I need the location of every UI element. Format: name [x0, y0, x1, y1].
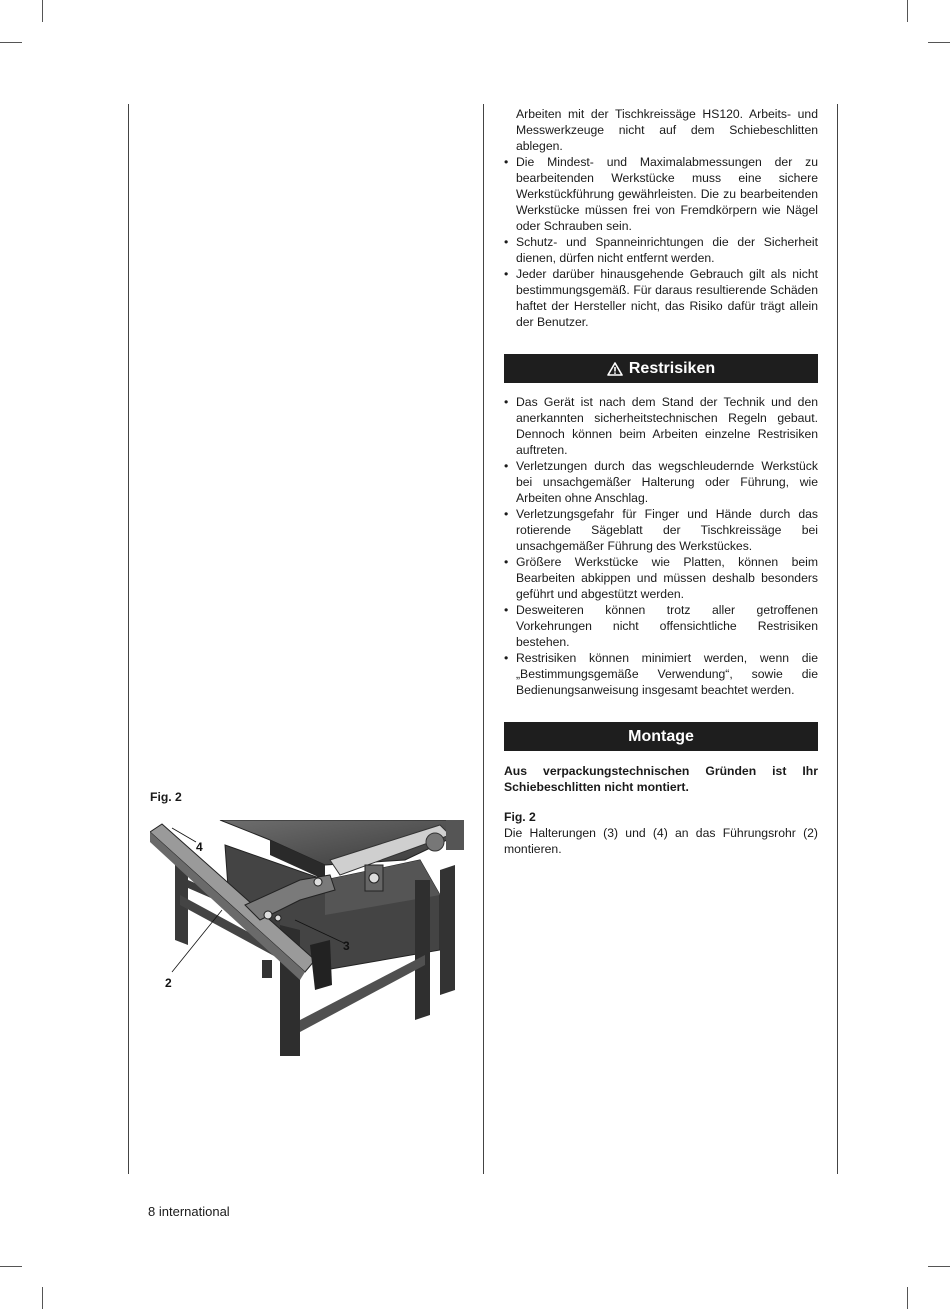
crop-mark: [42, 1287, 43, 1309]
list-item: • Verletzungen durch das wegschleudernde Werkstück bei unsachgemäßer Halterung oder Führung, wie Arbeiten ohne Anschlag.: [504, 458, 818, 506]
intro-bullet-list: [504, 154, 818, 330]
restrisiken-bullet-list: [504, 394, 818, 698]
crop-mark: [928, 1266, 950, 1267]
restrisiken-title: Restrisiken: [628, 359, 716, 377]
list-item: • Restrisiken können minimiert werden, wenn die „Bestimmungsgemäße Verwendung“, sowie die Bedienungsanweisung insgesamt beachtet werden.: [504, 650, 818, 698]
crop-mark: [907, 1287, 908, 1309]
callout-2: 2: [165, 976, 172, 990]
montage-note: Aus verpackungstechnischen Gründen ist Ihr Schiebeschlitten nicht montiert.: [504, 764, 818, 794]
list-item: • Das Gerät ist nach dem Stand der Technik und den anerkannten sicherheitstechnischen Regeln gebaut. Dennoch können beim Arbeiten einzelne Restrisiken auftreten.: [504, 394, 818, 458]
crop-mark: [0, 42, 22, 43]
column-rule: [483, 104, 484, 1174]
restrisiken-section: [504, 394, 818, 698]
list-item: • Schutz- und Spanneinrichtungen die der Sicherheit dienen, dürfen nicht entfernt werden.: [504, 234, 818, 266]
figure-table-saw: [150, 820, 464, 1056]
crop-mark: [907, 0, 908, 22]
list-item: • Jeder darüber hinausgehende Gebrauch gilt als nicht bestimmungsgemäß. Für daraus resultierende Schäden haftet der Hersteller nicht, das Risiko dafür trägt allein der Benutzer.: [504, 266, 818, 330]
list-item: • Verletzungsgefahr für Finger und Hände durch das rotierende Sägeblatt der Tischkreissäge bei unsachgemäßer Führung des Werkstückes.: [504, 506, 818, 554]
page-number: 8: [148, 1204, 156, 1219]
crop-mark: [0, 1266, 22, 1267]
figure-label: Fig. 2: [150, 790, 182, 804]
column-rule: [837, 104, 838, 1174]
montage-instruction: Die Halterungen (3) und (4) an das Führungsrohr (2) montieren.: [504, 826, 818, 856]
montage-section: [504, 763, 818, 857]
montage-heading: [504, 722, 818, 751]
list-item: • Desweiteren können trotz aller getroffenen Vorkehrungen nicht offensichtliche Restrisiken bestehen.: [504, 602, 818, 650]
list-item: • Die Mindest- und Maximalabmessungen der zu bearbeitenden Werkstücke muss eine sichere Werkstückführung gewährleisten. Die zu bearbeitenden Werkstücke müssen frei von Fremdkörpern wie Nägel oder Schrauben sein.: [504, 154, 818, 234]
restrisiken-heading: [504, 354, 818, 383]
montage-title: Montage: [628, 727, 694, 745]
intro-continuation: Arbeiten mit der Tischkreissäge HS120. Arbeits- und Messwerkzeuge nicht auf dem Schiebeschlitten ablegen.: [516, 107, 818, 153]
column-rule: [128, 104, 129, 1174]
montage-fig-ref: Fig. 2: [504, 810, 536, 824]
callout-4: 4: [196, 840, 203, 854]
warning-triangle-icon: [607, 362, 623, 376]
list-item: • Größere Werkstücke wie Platten, können beim Bearbeiten abkippen und müssen deshalb besonders geführt und abgestützt werden.: [504, 554, 818, 602]
crop-mark: [42, 0, 43, 22]
page-footer: [148, 1204, 230, 1219]
callout-3: 3: [343, 939, 350, 953]
crop-mark: [928, 42, 950, 43]
footer-section: international: [158, 1204, 230, 1219]
intro-section: [504, 106, 818, 330]
